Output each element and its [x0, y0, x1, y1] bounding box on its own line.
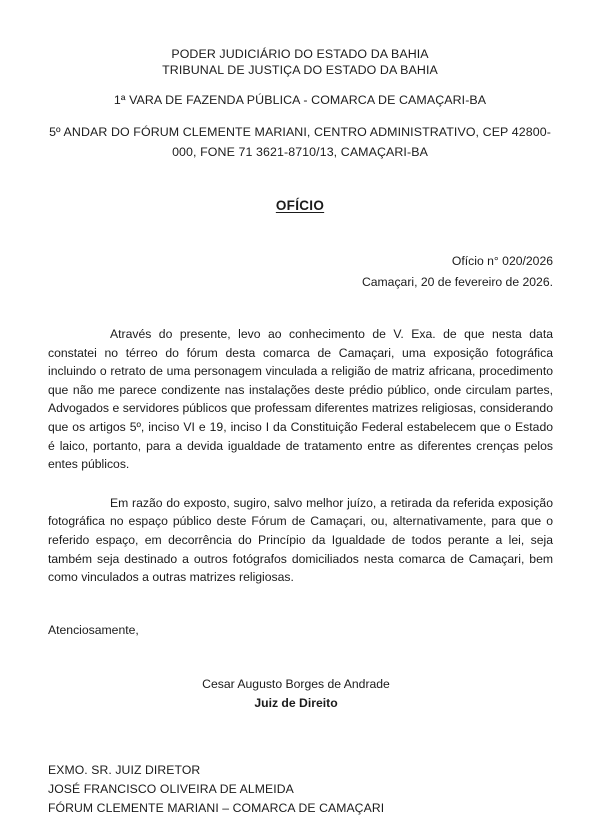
letterhead-court-line-1: PODER JUDICIÁRIO DO ESTADO DA BAHIA	[171, 47, 429, 61]
place-and-date: Camaçari, 20 de fevereiro de 2026.	[361, 275, 553, 289]
body-paragraph: Em razão do exposto, sugiro, salvo melhor juízo, a retirada da referida exposição fotográfica no espaço público deste Fórum de Camaçari, ou, alternativamente, para que o referido espaço, em decorrência do Princípio da Igualdade de todos perante a lei, seja também seja destinado a outros fotógrafos domiciliados nesta comarca de Camaçari, bem como vinculados a outras matrizes religiosas.	[48, 495, 553, 585]
addressee-block	[0, 761, 600, 818]
addressee-line-1: EXMO. SR. JUIZ DIRETOR	[48, 762, 201, 777]
oficio-number: Ofício n° 020/2026	[451, 254, 553, 268]
signature-block	[0, 675, 600, 713]
signatory-role: Juiz de Direito	[254, 695, 338, 710]
body-paragraph: Através do presente, levo ao conhecimento de V. Exa. de que nesta data constatei no térreo do fórum desta comarca de Camaçari, uma exposição fotográfica incluindo o retrato de uma personagem vinculada a religião de matriz africana, procedimento que não me parece condizente nas instalações deste prédio público, onde circulam partes, Advogados e servidores públicos que professam diferentes matrizes religiosas, considerando que os artigos 5º, inciso VI e 19, inciso I da Constituição Federal estabelecem que o Estado é laico, portanto, para a devida igualdade de tratamento entre as diferentes crenças pelos entes públicos.	[48, 327, 553, 472]
letterhead-court-line-2: TRIBUNAL DE JUSTIÇA DO ESTADO DA BAHIA	[162, 63, 438, 77]
addressee-line-3: FÓRUM CLEMENTE MARIANI – COMARCA DE CAMAÇARI	[48, 800, 385, 815]
letterhead-address: 5º ANDAR DO FÓRUM CLEMENTE MARIANI, CENTRO ADMINISTRATIVO, CEP 42800-000, FONE 71 3621-8710/13, CAMAÇARI-BA	[49, 125, 551, 159]
letterhead-division: 1ª VARA DE FAZENDA PÚBLICA - COMARCA DE CAMAÇARI-BA	[113, 93, 487, 107]
closing-text: Atenciosamente,	[48, 622, 139, 637]
signatory-name: Cesar Augusto Borges de Andrade	[202, 676, 390, 691]
reference-block	[0, 251, 600, 293]
page-title	[0, 198, 600, 213]
addressee-line-2: JOSÉ FRANCISCO OLIVEIRA DE ALMEIDA	[48, 781, 294, 796]
page-title-text: OFÍCIO	[275, 198, 325, 213]
document-body	[0, 325, 600, 587]
closing-salutation	[0, 621, 600, 639]
letterhead	[0, 0, 600, 162]
